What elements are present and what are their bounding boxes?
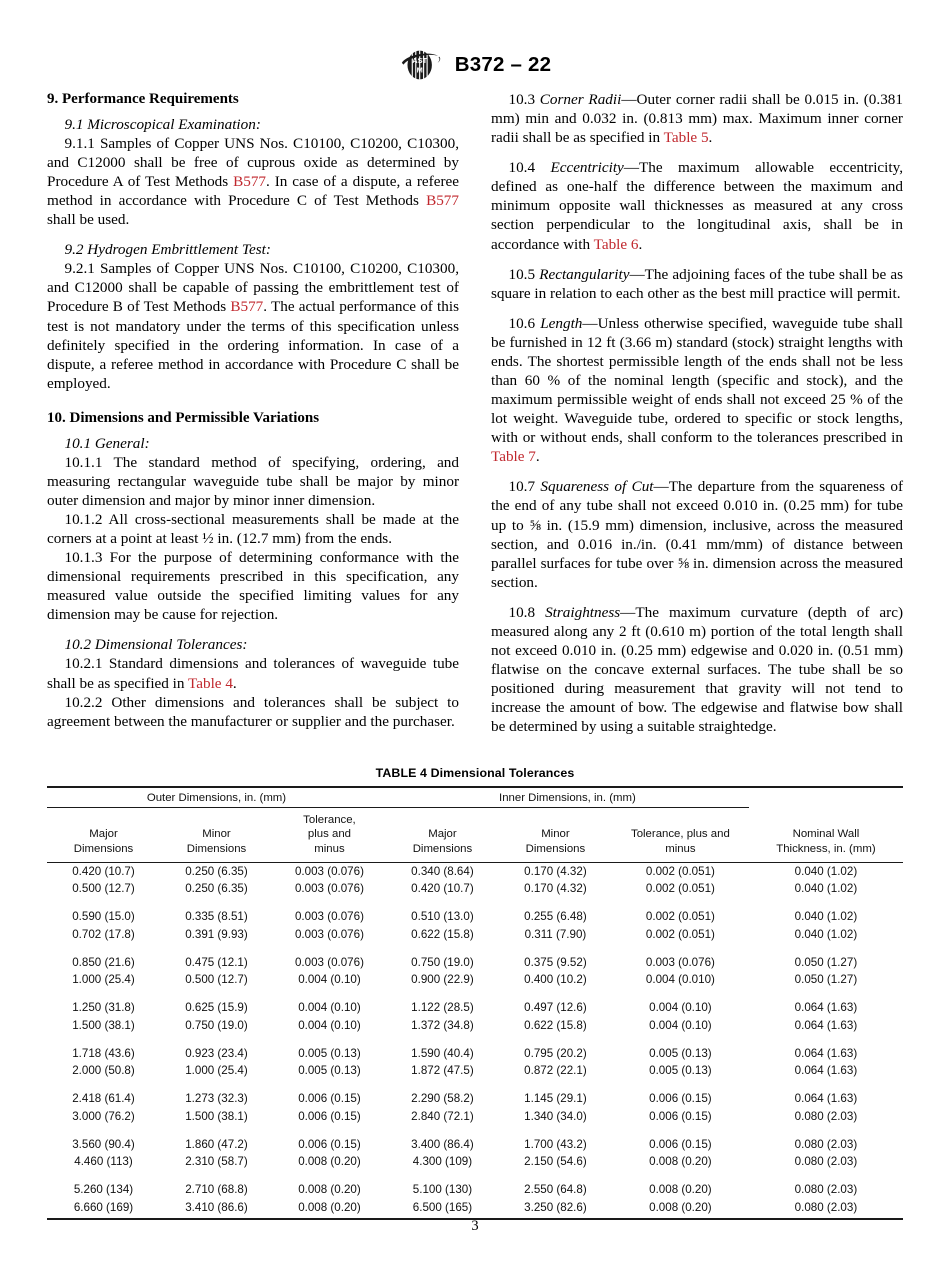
- table-row-spacer-cell: [47, 1125, 903, 1136]
- table-cell: 0.003 (0.076): [294, 882, 364, 896]
- table-cell: 0.002 (0.051): [645, 882, 715, 896]
- table-row-spacer-cell: [47, 1034, 903, 1045]
- link-table-5[interactable]: Table 5: [663, 129, 709, 147]
- table-cell: 2.840 (72.1): [411, 1109, 474, 1123]
- table-row: [47, 1090, 903, 1107]
- table-cell: 0.002 (0.051): [645, 910, 715, 924]
- col-header-outer-major: [47, 808, 160, 863]
- table-4: [47, 786, 903, 1220]
- col-header-line: Minor: [202, 828, 231, 841]
- paragraph-10-3: [491, 90, 903, 147]
- col-header-line: Dimensions: [525, 842, 586, 855]
- table-row: [47, 880, 903, 897]
- link-b577-a[interactable]: B577: [233, 172, 267, 190]
- link-table-6[interactable]: Table 6: [593, 235, 639, 253]
- table-cell: 0.590 (15.0): [72, 910, 135, 924]
- paragraph-10-6: [491, 314, 903, 467]
- paragraph-10-4-post: .: [638, 235, 643, 253]
- table-cell: 0.006 (0.15): [298, 1109, 361, 1123]
- table-cell: 2.290 (58.2): [411, 1092, 474, 1106]
- table-row-spacer-cell: [47, 943, 903, 954]
- group-header-outer: Outer Dimensions, in. (mm): [47, 787, 386, 808]
- paragraph-10-1-2: 10.1.2 All cross-sectional measurements shall be made at the corners at a point at least ½ in. (12.7 mm) from the ends.: [47, 510, 459, 547]
- paragraph-10-6-post: .: [535, 448, 540, 466]
- col-header-line: minus: [665, 842, 696, 855]
- paragraph-10-7-num: 10.7: [508, 478, 541, 496]
- table-row: [47, 1045, 903, 1062]
- table-row-spacer-cell: [47, 1079, 903, 1090]
- table-cell: 0.008 (0.20): [649, 1155, 712, 1169]
- table-row-spacer-cell: [47, 988, 903, 999]
- paragraph-9-1-1-pre: 9.1.1 Samples of Copper UNS Nos. C10100, C10200, C10300, and C12000 shall be free of cuprous oxide as determined by Procedure A of Test Methods: [47, 134, 459, 190]
- table-cell: 0.850 (21.6): [72, 955, 135, 969]
- col-header-inner-minor: [499, 808, 612, 863]
- table-cell: 0.335 (8.51): [185, 910, 248, 924]
- col-header-line: Minor: [541, 828, 570, 841]
- svg-text:AST: AST: [412, 55, 427, 65]
- table-cell: 0.400 (10.2): [524, 973, 587, 987]
- table-cell: 0.050 (1.27): [794, 973, 858, 987]
- paragraph-10-1-1: 10.1.1 The standard method of specifying, ordering, and measuring rectangular waveguide tube shall be major by minor outer dimension and major by minor inner dimension.: [47, 453, 459, 509]
- right-column: [491, 90, 903, 736]
- table-cell: 0.004 (0.10): [298, 1018, 361, 1032]
- table-row: [47, 1017, 903, 1034]
- col-header-inner-tolerance: [612, 808, 749, 863]
- table-cell: 0.510 (13.0): [411, 910, 474, 924]
- col-header-line: plus and: [307, 828, 351, 841]
- paragraph-9-2-1: [47, 259, 459, 393]
- table-cell: 0.622 (15.8): [524, 1018, 587, 1032]
- table-cell: 3.250 (82.6): [524, 1200, 587, 1214]
- left-column: [47, 90, 459, 736]
- paragraph-10-7-title: Squareness of Cut: [540, 478, 654, 496]
- table-cell: 0.170 (4.32): [524, 882, 587, 896]
- paragraph-10-2-1-post: .: [232, 674, 237, 692]
- table-cell: 0.340 (8.64): [411, 864, 474, 878]
- table-4-head: [47, 787, 903, 862]
- table-4-column-header-row: [47, 808, 903, 863]
- table-cell: 0.003 (0.076): [294, 910, 364, 924]
- table-cell: 0.004 (0.10): [649, 1001, 712, 1015]
- table-cell: 0.003 (0.076): [645, 955, 715, 969]
- paragraph-10-4-num: 10.4: [508, 159, 551, 177]
- col-header-outer-minor: [160, 808, 273, 863]
- table-cell: 0.872 (22.1): [524, 1064, 587, 1078]
- table-row-spacer-cell: [47, 897, 903, 908]
- paragraph-10-3-title: Corner Radii: [539, 91, 622, 108]
- table-cell: 0.080 (2.03): [794, 1109, 858, 1123]
- paragraph-10-2-2: 10.2.2 Other dimensions and tolerances shall be subject to agreement between the manufacturer or supplier and the purchaser.: [47, 693, 459, 730]
- table-cell: 0.005 (0.13): [649, 1064, 712, 1078]
- table-cell: 0.420 (10.7): [72, 864, 135, 878]
- col-header-outer-tolerance: [273, 808, 386, 863]
- table-cell: 0.004 (0.10): [649, 1018, 712, 1032]
- col-header-line: Major: [89, 828, 118, 841]
- table-cell: 0.250 (6.35): [185, 864, 248, 878]
- table-cell: 5.100 (130): [412, 1183, 473, 1197]
- table-row-spacer: [47, 1034, 903, 1045]
- body-columns: [47, 90, 903, 736]
- section-10-heading: 10. Dimensions and Permissible Variations: [47, 409, 320, 426]
- table-row-spacer: [47, 1125, 903, 1136]
- table-cell: 1.000 (25.4): [72, 973, 135, 987]
- table-cell: 0.080 (2.03): [794, 1200, 858, 1214]
- paragraph-10-4: [491, 158, 903, 253]
- astm-logo-icon: [399, 48, 443, 82]
- table-cell: 0.006 (0.15): [298, 1137, 361, 1151]
- table-cell: 0.702 (17.8): [72, 927, 135, 941]
- table-cell: 0.008 (0.20): [298, 1200, 361, 1214]
- col-header-line: Dimensions: [186, 842, 247, 855]
- paragraph-10-7: [491, 477, 903, 591]
- table-cell: 0.005 (0.13): [649, 1046, 712, 1060]
- table-cell: 0.080 (2.03): [794, 1155, 858, 1169]
- paragraph-10-3-pre: —Outer corner radii shall be 0.015 in. (0.381 mm) min and 0.032 in. (0.813 mm) max. Maximum inner corner radii shall be as specified in: [491, 91, 903, 147]
- paragraph-10-4-title: Eccentricity: [550, 159, 624, 177]
- paragraph-9-2-1-pre: 9.2.1 Samples of Copper UNS Nos. C10100, C10200, C10300, and C12000 shall be capable of passing the embrittlement test of Procedure B of Test Methods: [47, 260, 459, 316]
- table-cell: 0.622 (15.8): [411, 927, 474, 941]
- table-row: [47, 1153, 903, 1170]
- paragraph-10-5-num: 10.5: [508, 265, 540, 283]
- table-cell: 4.460 (113): [74, 1155, 133, 1169]
- table-cell: 0.750 (19.0): [185, 1018, 248, 1032]
- paragraph-10-5: [491, 265, 903, 303]
- table-cell: 0.475 (12.1): [185, 955, 248, 969]
- svg-text:M: M: [416, 65, 423, 75]
- table-cell: 1.500 (38.1): [72, 1018, 135, 1032]
- table-cell: 3.000 (76.2): [72, 1109, 135, 1123]
- table-cell: 0.002 (0.051): [645, 864, 715, 878]
- col-header-line: Dimensions: [73, 842, 134, 855]
- table-row: [47, 1136, 903, 1153]
- table-4-caption: TABLE 4 Dimensional Tolerances: [375, 766, 575, 780]
- table-cell: 2.710 (68.8): [185, 1183, 248, 1197]
- table-cell: 0.420 (10.7): [411, 882, 474, 896]
- table-cell: 0.750 (19.0): [411, 955, 474, 969]
- table-cell: 0.003 (0.076): [294, 864, 364, 878]
- table-cell: 1.590 (40.4): [411, 1046, 474, 1060]
- table-cell: 4.300 (109): [412, 1155, 473, 1169]
- table-cell: 0.050 (1.27): [794, 955, 858, 969]
- section-9-heading: 9. Performance Requirements: [47, 91, 239, 107]
- table-row-spacer: [47, 988, 903, 999]
- link-b577-c[interactable]: B577: [230, 298, 264, 316]
- paragraph-9-1: [47, 115, 459, 134]
- standard-designation: B372 – 22: [454, 53, 552, 76]
- table-cell: 0.080 (2.03): [794, 1183, 858, 1197]
- paragraph-9-1-1-mid: . In case of a dispute, a referee method in accordance with Procedure C of Test Methods: [47, 172, 459, 210]
- col-header-line: Nominal Wall: [792, 828, 860, 841]
- table-cell: 0.311 (7.90): [524, 927, 587, 941]
- document-header: [0, 48, 950, 82]
- table-cell: 1.372 (34.8): [411, 1018, 474, 1032]
- table-row: [47, 1199, 903, 1219]
- table-cell: 1.860 (47.2): [185, 1137, 248, 1151]
- paragraph-10-1-3: 10.1.3 For the purpose of determining conformance with the dimensional requirements prescribed in this specification, any measured value outside the specified limiting values for any dimension may be cause for rejection.: [47, 549, 459, 624]
- table-cell: 0.006 (0.15): [649, 1109, 712, 1123]
- table-cell: 0.004 (0.10): [298, 973, 361, 987]
- table-cell: 0.923 (23.4): [185, 1046, 248, 1060]
- table-cell: 0.006 (0.15): [649, 1092, 712, 1106]
- table-cell: 0.250 (6.35): [185, 882, 248, 896]
- table-cell: 0.064 (1.63): [794, 1018, 858, 1032]
- table-cell: 0.375 (9.52): [524, 955, 587, 969]
- table-cell: 2.310 (58.7): [185, 1155, 248, 1169]
- table-cell: 0.004 (0.10): [298, 1001, 361, 1015]
- paragraph-10-8-text: —The maximum curvature (depth of arc) measured along any 2 ft (0.610 m) portion of the total length shall not exceed 0.010 in. (0.25 mm) edgewise and 0.020 in. (0.51 mm) flatwise on the concave external surfaces. The tube shall be so positioned during measurement that gravity will not tend to increase the amount of bow. The edgewise and flatwise bow shall be determined by using a suitable straightedge.: [491, 603, 903, 736]
- table-cell: 1.273 (32.3): [185, 1092, 248, 1106]
- table-cell: 0.008 (0.20): [298, 1183, 361, 1197]
- table-cell: 0.064 (1.63): [794, 1092, 858, 1106]
- table-row: [47, 999, 903, 1016]
- col-header-line: Dimensions: [412, 842, 473, 855]
- table-row: [47, 1181, 903, 1198]
- table-row: [47, 971, 903, 988]
- table-cell: 2.550 (64.8): [524, 1183, 587, 1197]
- paragraph-10-4-pre: —The maximum allowable eccentricity, defined as one-half the difference between the maximum and minimum opposite wall thicknesses as measured at any cross section perpendicular to the longitudinal axis, shall be in accordance with: [491, 159, 904, 253]
- table-cell: 0.391 (9.93): [185, 927, 248, 941]
- paragraph-10-2-text: 10.2 Dimensional Tolerances:: [64, 636, 248, 654]
- table-cell: 0.064 (1.63): [794, 1001, 858, 1015]
- table-row: [47, 954, 903, 971]
- paragraph-10-6-num: 10.6: [508, 314, 541, 332]
- paragraph-10-5-text: —The adjoining faces of the tube shall be as square in relation to each other as the best mill practice will permit.: [491, 265, 904, 302]
- table-cell: 0.064 (1.63): [794, 1064, 858, 1078]
- table-cell: 3.400 (86.4): [411, 1137, 474, 1151]
- col-header-line: Tolerance,: [303, 814, 356, 826]
- table-row: [47, 862, 903, 880]
- table-cell: 2.000 (50.8): [72, 1064, 135, 1078]
- col-header-nominal-wall: [749, 808, 903, 863]
- link-table-4[interactable]: Table 4: [188, 674, 233, 692]
- table-4-group-header-row: [47, 787, 903, 808]
- table-cell: 0.500 (12.7): [185, 973, 248, 987]
- table-cell: 1.122 (28.5): [411, 1001, 474, 1015]
- table-cell: 0.040 (1.02): [794, 910, 858, 924]
- table-row: [47, 908, 903, 925]
- table-cell: 0.003 (0.076): [294, 927, 364, 941]
- table-cell: 0.040 (1.02): [794, 864, 858, 878]
- table-cell: 0.003 (0.076): [294, 955, 364, 969]
- table-cell: 0.900 (22.9): [411, 973, 474, 987]
- table-cell: 5.260 (134): [73, 1183, 134, 1197]
- table-cell: 0.008 (0.20): [298, 1155, 361, 1169]
- table-cell: 0.040 (1.02): [794, 927, 858, 941]
- paragraph-10-5-title: Rectangularity: [539, 265, 630, 283]
- table-4-body: [47, 862, 903, 1218]
- paragraph-10-8-title: Straightness: [545, 603, 621, 621]
- paragraph-10-8: [491, 603, 903, 737]
- col-header-line: Thickness, in. (mm): [776, 842, 876, 855]
- paragraph-9-2-1-post: . The actual performance of this test is not mandatory under the terms of this specification unless definitely specified in the ordering information. In case of a dispute, a referee method in accordance with Procedure C shall be employed.: [47, 298, 459, 392]
- table-cell: 0.170 (4.32): [524, 864, 587, 878]
- table-cell: 6.500 (165): [412, 1200, 473, 1214]
- paragraph-9-1-1: [47, 134, 459, 229]
- table-cell: 1.718 (43.6): [72, 1046, 135, 1060]
- table-cell: 0.040 (1.02): [794, 882, 858, 896]
- table-cell: 0.005 (0.13): [298, 1046, 361, 1060]
- table-row-spacer: [47, 1079, 903, 1090]
- table-cell: 0.006 (0.15): [649, 1137, 712, 1151]
- table-cell: 0.625 (15.9): [185, 1001, 248, 1015]
- col-header-line: Tolerance, plus and: [631, 828, 730, 841]
- link-table-7[interactable]: Table 7: [491, 448, 536, 466]
- paragraph-9-1-1-post: shall be used.: [47, 211, 130, 229]
- table-cell: 0.006 (0.15): [298, 1092, 361, 1106]
- table-cell: 1.145 (29.1): [524, 1092, 587, 1106]
- table-cell: 1.872 (47.5): [411, 1064, 474, 1078]
- table-cell: 0.064 (1.63): [794, 1046, 858, 1060]
- table-cell: 0.795 (20.2): [524, 1046, 587, 1060]
- col-header-line: Major: [428, 828, 457, 841]
- page-number: 3: [471, 1218, 479, 1234]
- col-header-line: minus: [314, 842, 345, 855]
- table-cell: 0.008 (0.20): [649, 1200, 712, 1214]
- paragraph-9-1-text: 9.1 Microscopical Examination:: [64, 115, 261, 133]
- table-cell: 0.002 (0.051): [645, 927, 715, 941]
- link-b577-b[interactable]: B577: [426, 192, 459, 210]
- table-cell: 1.000 (25.4): [185, 1064, 248, 1078]
- paragraph-10-2: [47, 635, 459, 654]
- paragraph-10-2-1-pre: 10.2.1 Standard dimensions and tolerances of waveguide tube shall be as specified in: [47, 655, 459, 692]
- paragraph-10-7-text: —The departure from the squareness of the end of any tube shall not exceed 0.010 in. (0.25 mm) for tube up to ⅝ in. (15.9 mm) dimension, inclusive, across the measured section, and 0.016 in./in. (0.41 mm/mm) of distance between parallel surfaces for tube over ⅝ in. dimension across the measured section.: [491, 478, 904, 591]
- table-cell: 0.255 (6.48): [524, 910, 587, 924]
- table-cell: 1.700 (43.2): [524, 1137, 587, 1151]
- table-row-spacer: [47, 1170, 903, 1181]
- paragraph-10-8-num: 10.8: [508, 603, 546, 621]
- paragraph-10-2-1: [47, 654, 459, 692]
- table-cell: 0.004 (0.010): [645, 973, 715, 987]
- paragraph-10-3-num: 10.3: [508, 91, 540, 108]
- paragraph-10-1: [47, 434, 459, 453]
- table-cell: 0.497 (12.6): [524, 1001, 587, 1015]
- paragraph-10-6-pre: —Unless otherwise specified, waveguide tube shall be furnished in 12 ft (3.66 m) standard (stock) straight lengths with ends. The shortest permissible length of the ends shall not be less than 60 % of the nominal length (specific and stock), and the maximum permissible weight of ends shall not exceed 25 % of the lot weight. Waveguide tube, ordered to specific or stock lengths, with or without ends, shall conform to the tolerances prescribed in: [491, 314, 903, 447]
- table-cell: 2.150 (54.6): [524, 1155, 587, 1169]
- col-header-inner-major: [386, 808, 499, 863]
- table-cell: 3.410 (86.6): [185, 1200, 248, 1214]
- paragraph-10-3-post: .: [708, 129, 713, 147]
- table-cell: 1.500 (38.1): [185, 1109, 248, 1123]
- paragraph-10-6-title: Length: [540, 314, 583, 332]
- table-cell: 3.560 (90.4): [72, 1137, 135, 1151]
- table-cell: 0.080 (2.03): [794, 1137, 858, 1151]
- table-row-spacer-cell: [47, 1170, 903, 1181]
- group-header-inner: Inner Dimensions, in. (mm): [386, 787, 749, 808]
- table-4-block: [47, 766, 903, 1220]
- paragraph-9-2-text: 9.2 Hydrogen Embrittlement Test:: [64, 241, 271, 259]
- table-row: [47, 1062, 903, 1079]
- table-row-spacer: [47, 943, 903, 954]
- table-cell: 0.005 (0.13): [298, 1064, 361, 1078]
- table-cell: 1.250 (31.8): [72, 1001, 135, 1015]
- table-cell: 2.418 (61.4): [72, 1092, 135, 1106]
- table-row: [47, 926, 903, 943]
- table-row: [47, 1108, 903, 1125]
- table-cell: 0.500 (12.7): [72, 882, 135, 896]
- table-cell: 1.340 (34.0): [524, 1109, 587, 1123]
- table-cell: 0.008 (0.20): [649, 1183, 712, 1197]
- group-header-blank: [749, 787, 903, 808]
- table-cell: 6.660 (169): [73, 1200, 134, 1214]
- paragraph-10-1-text: 10.1 General:: [64, 434, 150, 452]
- paragraph-9-2: [47, 240, 459, 259]
- table-row-spacer: [47, 897, 903, 908]
